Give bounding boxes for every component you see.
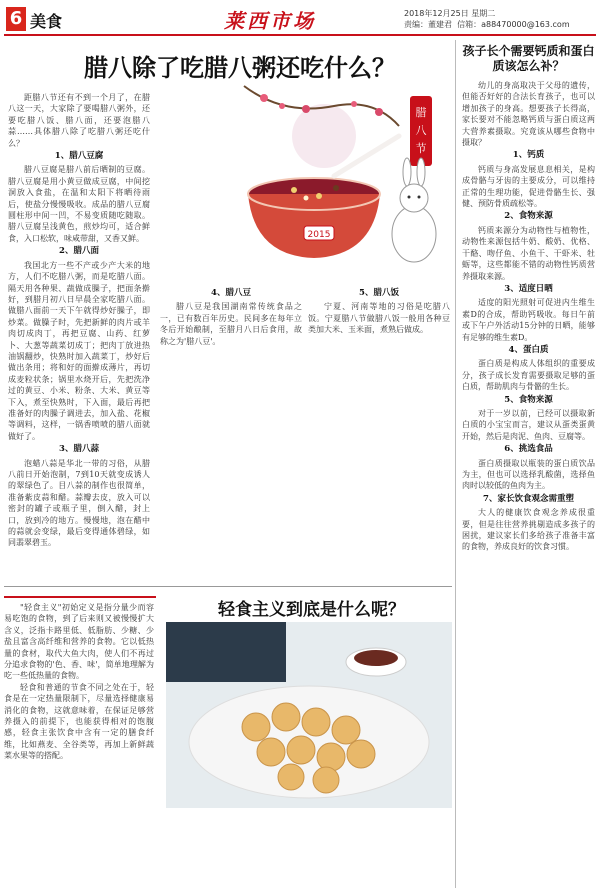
- cookies-image: [166, 622, 452, 808]
- sidebar-text: 蛋白质是构成人体组织的重要成分，孩子成长发育需要摄取足够的蛋白质，帮助肌肉与骨骼的生长。: [462, 359, 595, 392]
- section-text: 我国北方一些不产或少产大米的地方，人们不吃腊八粥，而是吃腊八面。隔天用各种果、蔬做成臊子，把面条擀好，到腊月初八日早晨全家吃腊八面。做腊八面前一天下午就得炒好臊子，即炒菜。做臊子时，先把新鲜的肉片或羊肉切成肉丁，再把豆腐、山药、红萝卜、大葱等蔬菜切成丁；把肉丁放进热油锅翻炒，快熟时加入蔬菜丁，炒好后做出条用；将和好的面擀成薄片，再切成麦粒状条；锅里水烧开后，先把洗净过的黄豆、小米、粉条、大米、黄豆等下入，煮至快熟时，下入面，最后再把准备好的肉臊子调进去，加入盐、花椒等调料，这样，一锅香喷喷的腊八面就做好了。: [8, 260, 150, 441]
- sidebar-text: 蛋白质摄取以瓶装的蛋白质饮品为主，但也可以选择乳酸菌，选择鱼肉时以较低的鱼肉为主。: [462, 458, 595, 491]
- section-text: 腊八豆腐是腊八前后晒制的豆腐。腊八豆腐是用小黄豆做成豆腐，中间挖洞放入食盐，在温和太阳下将晒待雨后，使盐分慢慢吸收。成品的腊八豆腐圆柱形中间一凹，不易变质随吃随取。腊八豆腐呈浅黄色，煎炒均可，适合鲜食，入口松软，味咸带甜，又香又鲜。: [8, 165, 150, 243]
- sidebar-heading: 2、食物来源: [504, 211, 553, 222]
- section-heading: 5、腊八饭: [359, 288, 399, 298]
- section-heading: 2、腊八面: [59, 246, 99, 257]
- sidebar-heading: 1、钙质: [512, 150, 545, 161]
- second-article-text: 轻食和普通的节食不同之处在于，轻食是在一定热量限制下，尽量选择健康易消化的食物，这就意味着，在保证足够营养摄入的前提下，也能获得相对的饱腹感，轻食主张饮食中含有一定的膳食纤维，比如燕麦、全谷类等，再加上新鲜蔬菜水果等的搭配。: [4, 682, 154, 761]
- sidebar-heading: 6、挑选食品: [504, 444, 553, 455]
- main-article-column-3: [308, 286, 450, 580]
- sidebar-text: 钙质与身高发展息息相关，是构成骨骼与牙齿的主要成分，可以维持正常的生理功能，促进骨骼生长、强健、预防骨质疏松等。: [462, 164, 595, 209]
- email: 信箱：a88470000@163.com: [457, 20, 570, 29]
- main-article-title: 腊八除了吃腊八粥还吃什么？: [84, 53, 396, 82]
- main-article-column-2: [160, 286, 302, 580]
- sidebar-text: 对于一岁以前，已经可以摄取新白质的小宝宝而言，建议从蛋类蛋黄开始，然后是肉泥、鱼肉、豆腐等。: [462, 408, 595, 441]
- seal-char-2: 八: [415, 124, 427, 137]
- light-food-photo: [166, 622, 452, 808]
- section-text: 宁夏、河南等地的习俗是吃腊八饭。宁夏腊八节做腊八饭一般用各种豆类加大米、玉米面，煮熟后做成。: [308, 302, 450, 335]
- sidebar-intro: 幼儿的身高取决于父母的遗传，但能否好好的合法长育孩子，也可以增加孩子的身高。想要孩子长得高，家长要对不能忽略钙质与蛋白质这两大营养素摄取。究竟该从哪些食物中摄取？: [462, 81, 595, 148]
- sidebar-text: 钙质来源分为动物性与植物性，动物性来源包括牛奶、酸奶、优格、干酪、吻仔鱼、小鱼干、干虾米、牡蛎等，这些都能不错的动物性钙质营养摄取来源。: [462, 225, 595, 281]
- masthead: 莱西市场: [224, 9, 316, 33]
- second-article-body: [4, 602, 154, 886]
- bowl-label: 2015: [307, 230, 331, 240]
- laba-porridge-image: [224, 76, 444, 281]
- laba-illustration: [224, 76, 444, 281]
- section-text: 腊八豆是我国湖南常传统食品之一，已有数百年历史。民间多在每年立冬后开始酿制，至腊月八日后食用，故称之为'腊八豆'。: [160, 302, 302, 346]
- header-rule: [4, 34, 596, 36]
- sidebar-text: 大人的健康饮食观念养成很重要，但是往往营养挑剔造成多孩子的困扰，建议家长们多给孩子准备丰富的食物，养成良好的饮食习惯。: [462, 508, 595, 552]
- section-name: 美食: [30, 12, 63, 31]
- sidebar-article: [455, 40, 595, 888]
- sidebar-heading: 7、家长饮食观念需重塑: [483, 493, 574, 504]
- section-heading: 4、腊八豆: [211, 288, 251, 298]
- sidebar-title: 孩子长个需要钙质和蛋白质该怎么补？: [462, 44, 595, 73]
- section-text: 泡蜡八蒜是华北一带的习俗，从腊八前日开始泡制，7到10天就变成诱人的翠绿色了。目八蒜的制作也很简单，准备紫皮蒜和醋。蒜瓣去皮，放入可以密封的罐子或瓶子里，倒入醋，封上口，放到冷的地方。慢慢地，泡在醋中的蒜就会变绿，最后变得通体碧绿，如同翡翠碧玉。: [8, 458, 150, 548]
- sidebar-heading: 5、食物来源: [504, 394, 553, 405]
- sidebar-heading: 4、蛋白质: [508, 344, 549, 355]
- section-heading: 3、腊八蒜: [59, 444, 99, 455]
- second-article-title: 轻食主义到底是什么呢？: [218, 600, 405, 620]
- article-intro: 距腊八节还有不到一个月了，在腊八这一天，大家除了要喝腊八粥外，还要吃腊八饭、腊八面，还要泡腊八蒜……具体腊八除了吃腊八粥还吃什么？: [8, 93, 150, 148]
- date: 2018年12月25日 星期二: [404, 9, 496, 18]
- sidebar-heading: 3、适度日晒: [504, 283, 553, 294]
- sidebar-text: 适度的阳光照射可促进内生维生素D的合成，帮助钙吸收。每日午前或下午户外活动15分钟的日晒，能够有足够的维生素D。: [462, 298, 595, 342]
- sidebar-body: [462, 80, 595, 553]
- section-divider: [4, 586, 452, 587]
- section-heading: 1、腊八豆腐: [54, 151, 104, 162]
- quote-box: [4, 596, 156, 888]
- quote-text: "轻食主义"初始定义是指分量少而容易吃饱的食物，到了后来则又被慢慢扩大含义，泛指卡路里低、低脂肪、少糖、少盐且富含高纤维和营养的食物。它以低热量的食材，取代大鱼大肉，使人们不再过分追求食物的'色、香、味'，简单地理解为吃一些低热量的食物。: [4, 603, 154, 681]
- dateline: [404, 8, 570, 30]
- seal-char-3: 节: [415, 142, 427, 155]
- seal-char-1: 腊: [415, 106, 427, 119]
- page-header: [0, 0, 600, 38]
- editor: 责编：董建君: [404, 20, 452, 29]
- page-number: 6: [6, 7, 26, 31]
- main-article-column-1: [8, 92, 150, 580]
